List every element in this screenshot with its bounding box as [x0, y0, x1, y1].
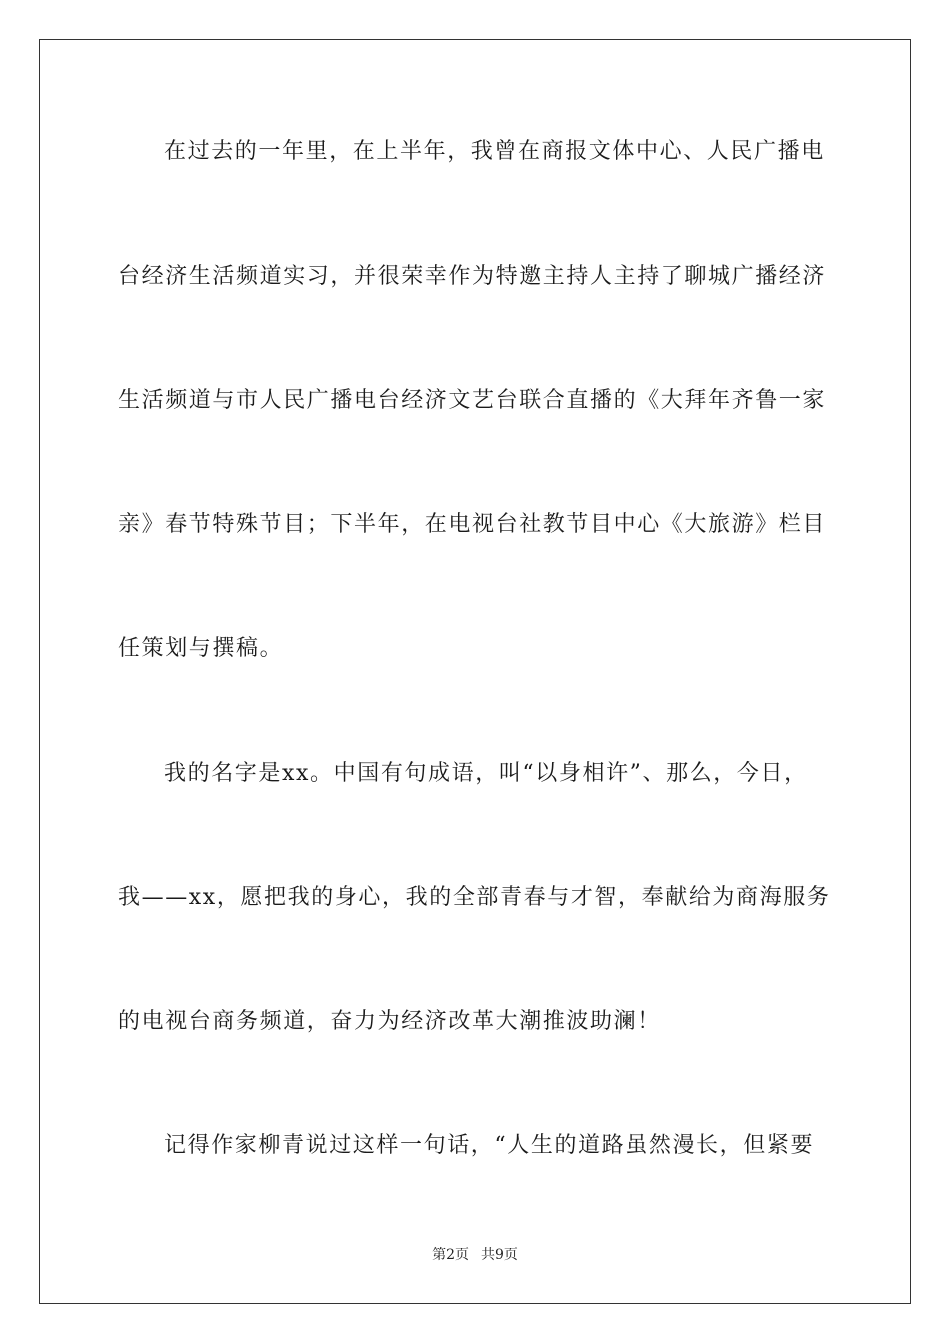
text-line: 的电视台商务频道，奋力为经济改革大潮推波助澜！: [118, 1009, 661, 1034]
text-line: 我的名字是xx。中国有句成语，叫“以身相许”、那么，今日，: [164, 761, 808, 786]
page-footer: [0, 1246, 950, 1264]
text-line: 记得作家柳青说过这样一句话，“人生的道路虽然漫长，但紧要: [164, 1133, 815, 1158]
page-border: [39, 39, 911, 1304]
text-line: 生活频道与市人民广播电台经济文艺台联合直播的《大拜年齐鲁一家: [118, 388, 827, 413]
text-line: 亲》春节特殊节目；下半年，在电视台社教节目中心《大旅游》栏目: [118, 512, 827, 537]
text-line: 任策划与撰稿。: [118, 636, 284, 661]
text-line: 在过去的一年里，在上半年，我曾在商报文体中心、人民广播电: [164, 139, 825, 164]
page-number: 第2页: [432, 1247, 469, 1263]
text-line: 台经济生活频道实习，并很荣幸作为特邀主持人主持了聊城广播经济: [118, 264, 827, 289]
text-line: 我——xx，愿把我的身心，我的全部青春与才智，奉献给为商海服务: [118, 885, 831, 910]
page-total: 共9页: [481, 1247, 518, 1263]
